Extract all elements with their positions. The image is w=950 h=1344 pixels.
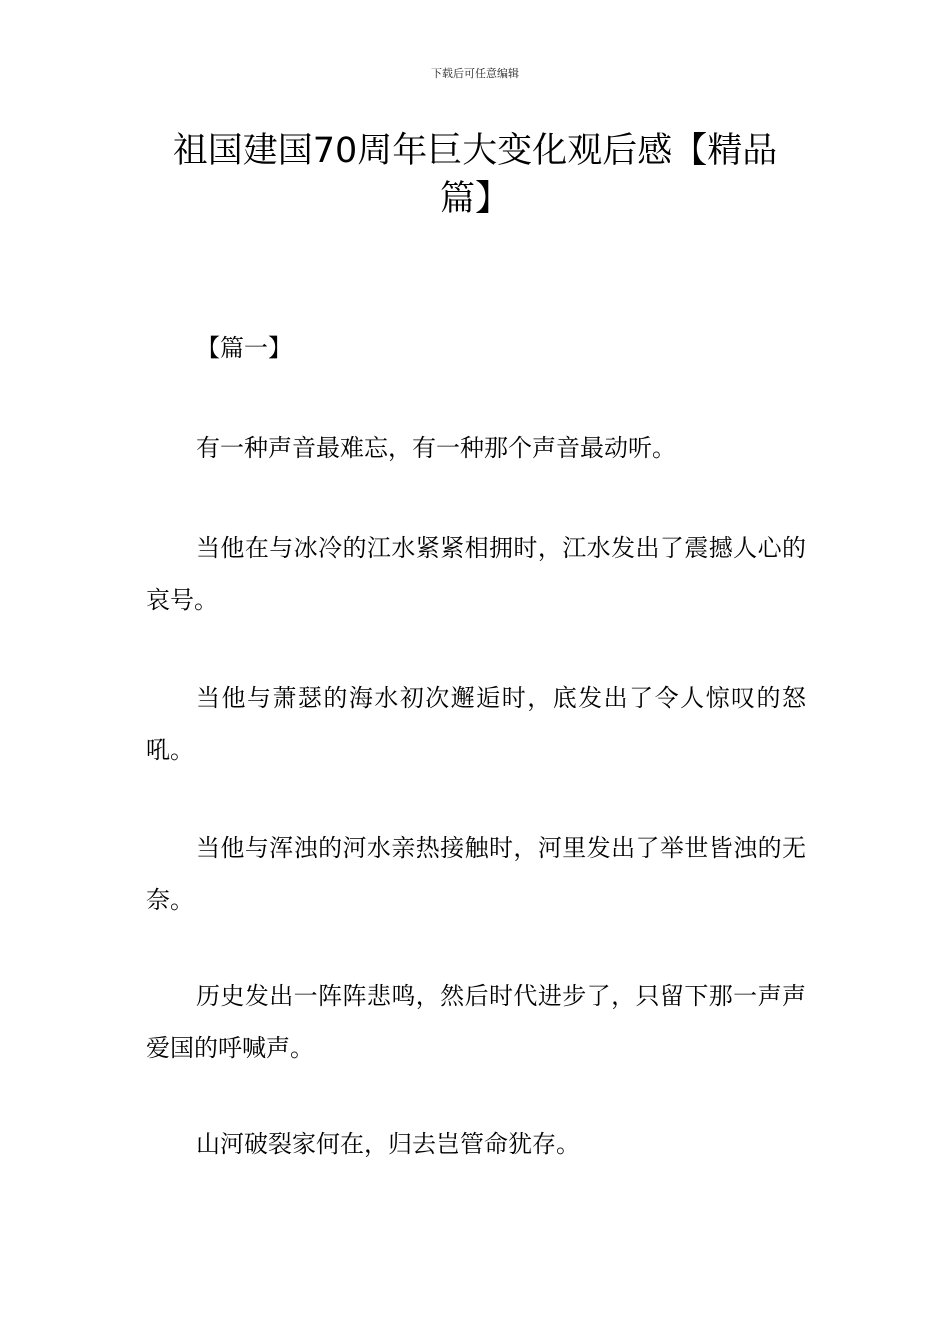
paragraph-4: 当他与浑浊的河水亲热接触时，河里发出了举世皆浊的无奈。 [146, 834, 806, 914]
paragraph-1: 有一种声音最难忘，有一种那个声音最动听。 [196, 434, 676, 462]
document-title: 祖国建国70周年巨大变化观后感【精品篇】 [172, 131, 778, 219]
section-label: 【篇一】 [196, 334, 292, 362]
paragraph-3: 当他与萧瑟的海水初次邂逅时，底发出了令人惊叹的怒吼。 [146, 684, 806, 764]
paragraph-5: 历史发出一阵阵悲鸣，然后时代进步了，只留下那一声声爱国的呼喊声。 [146, 982, 806, 1062]
paragraph-6: 山河破裂家何在，归去岂管命犹存。 [196, 1130, 580, 1158]
paragraph-2: 当他在与冰冷的江水紧紧相拥时，江水发出了震撼人心的哀号。 [146, 534, 806, 614]
header-note: 下载后可任意编辑 [431, 67, 519, 80]
